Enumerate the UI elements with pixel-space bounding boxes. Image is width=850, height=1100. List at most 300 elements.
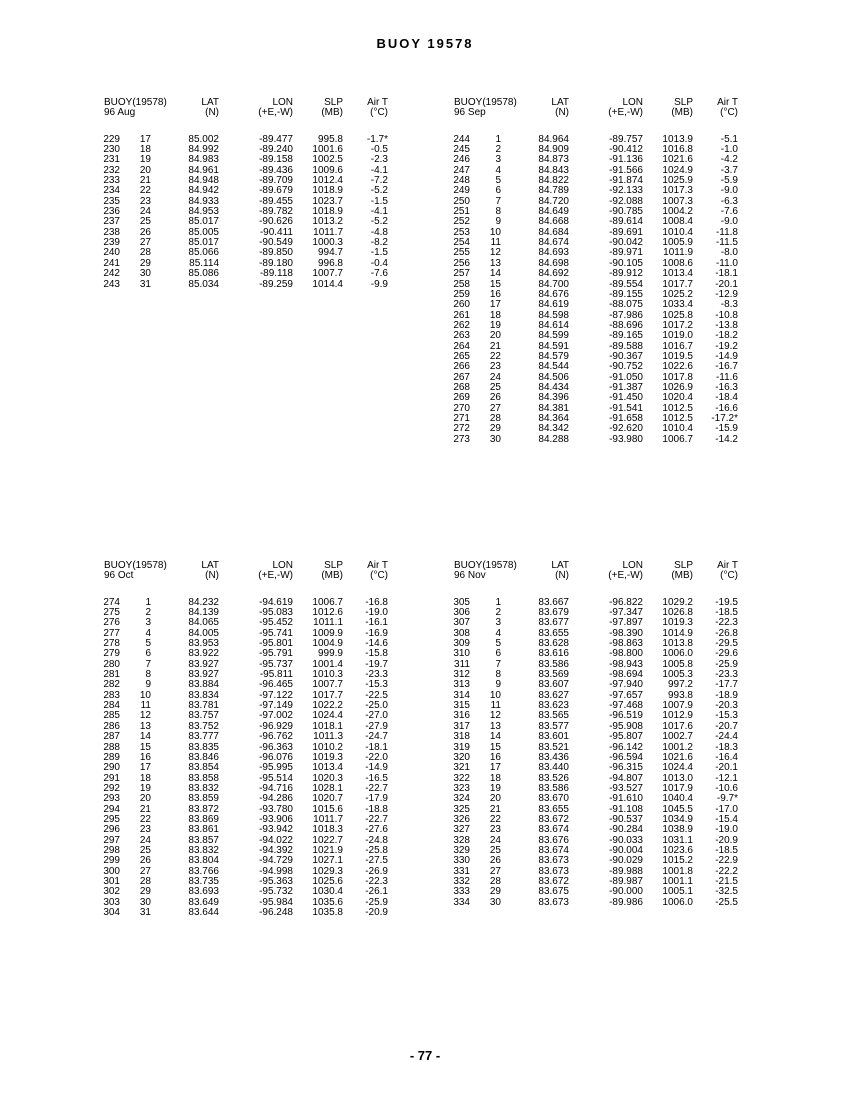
day-of-month-cell: 15 — [489, 278, 501, 290]
lat-cell: 84.720 — [538, 195, 569, 207]
table-row — [446, 649, 746, 659]
lon-cell: -91.450 — [609, 392, 643, 404]
day-of-year-cell: 311 — [454, 658, 470, 670]
lat-cell: 83.884 — [188, 679, 219, 691]
table-row — [446, 186, 746, 196]
lon-cell: -94.286 — [259, 793, 293, 805]
day-of-year-cell: 251 — [453, 206, 470, 218]
slp-cell: 1006.0 — [662, 896, 693, 908]
lon-cell: -97.122 — [259, 689, 293, 701]
lat-cell: 84.434 — [538, 381, 569, 393]
air-temp-cell: -22.2 — [715, 865, 738, 877]
day-of-year-cell: 283 — [103, 689, 120, 701]
lat-cell: 84.288 — [538, 433, 569, 445]
lat-cell: 83.858 — [188, 772, 219, 784]
air-temp-cell: -14.2 — [715, 433, 738, 445]
lat-cell: 83.670 — [538, 793, 569, 805]
day-of-month-cell: 27 — [139, 865, 151, 877]
air-temp-cell: -22.3 — [715, 617, 738, 629]
air-temp-header: Air T — [717, 97, 738, 108]
lon-unit: (+E,-W) — [258, 570, 293, 582]
day-of-month-cell: 30 — [489, 433, 501, 445]
day-of-month-cell: 25 — [139, 844, 151, 856]
lat-cell: 83.627 — [538, 689, 569, 701]
air-temp-cell: -1.7* — [366, 133, 388, 145]
table-row — [446, 898, 746, 908]
slp-cell: 1006.7 — [312, 596, 343, 608]
air-temp-cell: -4.1 — [370, 206, 388, 218]
air-temp-cell: -12.1 — [715, 772, 738, 784]
day-of-month-cell: 8 — [145, 669, 151, 681]
lat-cell: 84.674 — [538, 237, 569, 249]
lon-cell: -96.363 — [259, 741, 293, 753]
day-of-year-cell: 291 — [103, 772, 120, 784]
day-of-month-cell: 7 — [495, 658, 501, 670]
day-of-year-cell: 294 — [103, 803, 120, 815]
lon-cell: -97.002 — [259, 710, 293, 722]
slp-cell: 1018.1 — [312, 720, 343, 732]
units-header-row — [96, 108, 396, 118]
air-temp-cell: -15.3 — [365, 679, 388, 691]
air-temp-cell: -16.1 — [365, 617, 388, 629]
lat-cell: 84.506 — [538, 371, 569, 383]
lat-cell: 83.869 — [188, 813, 219, 825]
air-temp-cell: -25.9 — [715, 658, 738, 670]
air-temp-cell: -7.2 — [370, 175, 388, 187]
lat-cell: 84.953 — [188, 206, 219, 218]
lat-cell: 84.614 — [538, 319, 569, 331]
table-row — [96, 269, 396, 279]
lon-cell: -95.083 — [259, 607, 293, 619]
lon-cell: -94.392 — [259, 844, 293, 856]
lat-cell: 84.964 — [538, 133, 569, 145]
column-header-row — [446, 561, 746, 571]
lat-cell: 84.396 — [538, 392, 569, 404]
lat-cell: 83.735 — [188, 875, 219, 887]
air-temp-cell: -9.9 — [370, 278, 388, 290]
day-of-month-cell: 23 — [489, 824, 501, 836]
air-temp-cell: -25.8 — [365, 844, 388, 856]
day-of-month-cell: 19 — [489, 782, 501, 794]
lon-cell: -91.136 — [609, 154, 643, 166]
lat-cell: 83.835 — [188, 741, 219, 753]
day-of-month-cell: 21 — [139, 175, 151, 187]
air-temp-cell: -20.9 — [715, 834, 738, 846]
day-of-year-cell: 332 — [453, 875, 470, 887]
day-of-month-cell: 24 — [489, 834, 501, 846]
day-of-year-cell: 303 — [103, 896, 120, 908]
data-panel-nov — [446, 561, 746, 908]
table-row — [96, 763, 396, 773]
month-label: 96 Oct — [104, 570, 134, 582]
day-of-month-cell: 7 — [145, 658, 151, 670]
day-of-month-cell: 31 — [139, 907, 151, 918]
day-of-year-cell: 278 — [103, 638, 120, 650]
air-temp-cell: -22.7 — [365, 813, 388, 825]
day-of-month-cell: 31 — [139, 278, 151, 290]
day-of-year-cell: 243 — [103, 278, 120, 290]
day-of-month-cell: 13 — [489, 257, 501, 269]
table-row — [96, 608, 396, 618]
air-temp-cell: -18.1 — [715, 268, 738, 280]
air-temp-cell: -8.3 — [720, 299, 738, 311]
day-of-year-cell: 330 — [453, 855, 470, 867]
lat-cell: 84.789 — [538, 185, 569, 197]
lat-cell: 83.675 — [538, 886, 569, 898]
day-of-year-cell: 321 — [453, 762, 470, 774]
lon-cell: -90.752 — [609, 361, 643, 373]
lon-cell: -87.986 — [609, 309, 643, 321]
day-of-year-cell: 286 — [103, 720, 120, 732]
day-of-month-cell: 14 — [489, 731, 501, 743]
lat-cell: 83.672 — [538, 875, 569, 887]
lat-cell: 84.591 — [538, 340, 569, 352]
day-of-year-cell: 289 — [103, 751, 120, 763]
lat-cell: 83.674 — [538, 824, 569, 836]
air-temp-cell: -18.2 — [715, 330, 738, 342]
lat-cell: 85.002 — [188, 133, 219, 145]
slp-cell: 1017.2 — [662, 319, 693, 331]
table-row — [446, 155, 746, 165]
air-temp-cell: -1.5 — [370, 195, 388, 207]
slp-cell: 1021.6 — [662, 154, 693, 166]
day-of-month-cell: 17 — [489, 762, 501, 774]
day-of-month-cell: 21 — [139, 803, 151, 815]
slp-cell: 1029.3 — [312, 865, 343, 877]
lat-cell: 83.655 — [538, 627, 569, 639]
air-temp-cell: -5.9 — [720, 175, 738, 187]
lon-cell: -91.874 — [609, 175, 643, 187]
air-temp-cell: -1.5 — [370, 247, 388, 259]
air-temp-cell: -21.5 — [715, 875, 738, 887]
lon-cell: -89.588 — [609, 340, 643, 352]
units-header-row — [446, 108, 746, 118]
slp-unit: (MB) — [321, 570, 343, 582]
day-of-month-cell: 18 — [489, 772, 501, 784]
lat-cell: 84.676 — [538, 288, 569, 300]
lon-cell: -89.180 — [259, 257, 293, 269]
day-of-month-cell: 3 — [145, 617, 151, 629]
lon-cell: -89.436 — [259, 164, 293, 176]
lat-cell: 83.655 — [538, 803, 569, 815]
slp-cell: 1014.4 — [312, 278, 343, 290]
air-temp-unit: (°C) — [720, 570, 738, 582]
table-row — [446, 176, 746, 186]
day-of-month-cell: 16 — [489, 288, 501, 300]
slp-cell: 1020.3 — [312, 772, 343, 784]
air-temp-cell: -8.0 — [720, 247, 738, 259]
air-temp-cell: -14.9 — [715, 350, 738, 362]
slp-cell: 1010.2 — [312, 741, 343, 753]
air-temp-cell: -20.1 — [715, 278, 738, 290]
day-of-month-cell: 24 — [489, 371, 501, 383]
lat-cell: 84.873 — [538, 154, 569, 166]
day-of-month-cell: 10 — [489, 226, 501, 238]
column-header-row — [446, 98, 746, 108]
lon-cell: -90.004 — [609, 844, 643, 856]
slp-cell: 1013.9 — [662, 133, 693, 145]
slp-cell: 999.9 — [317, 648, 343, 660]
lat-unit: (N) — [205, 570, 219, 582]
slp-cell: 1045.5 — [662, 803, 693, 815]
day-of-month-cell: 17 — [489, 299, 501, 311]
day-of-month-cell: 4 — [495, 627, 501, 639]
day-of-month-cell: 8 — [495, 206, 501, 218]
air-temp-cell: -6.3 — [720, 195, 738, 207]
slp-cell: 1009.6 — [312, 164, 343, 176]
air-temp-cell: -16.7 — [715, 361, 738, 373]
slp-cell: 1013.4 — [662, 268, 693, 280]
slp-cell: 1025.6 — [312, 875, 343, 887]
day-of-year-cell: 275 — [103, 607, 120, 619]
lat-cell: 83.607 — [538, 679, 569, 691]
air-temp-cell: -15.9 — [715, 423, 738, 435]
air-temp-unit: (°C) — [720, 107, 738, 119]
buoy-label: BUOY(19578) — [104, 560, 167, 571]
lon-cell: -90.029 — [609, 855, 643, 867]
page-number: - 77 - — [409, 1048, 441, 1063]
lat-cell: 83.672 — [538, 813, 569, 825]
table-row — [96, 670, 396, 680]
slp-cell: 1001.1 — [662, 875, 693, 887]
table-row — [446, 639, 746, 649]
lon-cell: -89.988 — [609, 865, 643, 877]
day-of-year-cell: 319 — [453, 741, 470, 753]
slp-cell: 1035.6 — [312, 896, 343, 908]
air-temp-cell: -16.4 — [715, 751, 738, 763]
lat-cell: 83.628 — [538, 638, 569, 650]
air-temp-cell: -24.8 — [365, 834, 388, 846]
slp-cell: 1022.2 — [312, 700, 343, 712]
day-of-month-cell: 22 — [489, 350, 501, 362]
air-temp-cell: -19.2 — [715, 340, 738, 352]
air-temp-unit: (°C) — [370, 107, 388, 119]
slp-cell: 1011.1 — [313, 617, 343, 629]
lat-cell: 84.942 — [188, 185, 219, 197]
slp-cell: 1017.9 — [662, 782, 693, 794]
air-temp-cell: -17.0 — [715, 803, 738, 815]
slp-cell: 1024.9 — [662, 164, 693, 176]
day-of-month-cell: 23 — [139, 195, 151, 207]
day-of-month-cell: 30 — [489, 896, 501, 908]
air-temp-cell: -22.7 — [365, 782, 388, 794]
lat-cell: 83.616 — [538, 648, 569, 660]
slp-cell: 1020.4 — [662, 392, 693, 404]
slp-cell: 1013.0 — [662, 772, 693, 784]
day-of-year-cell: 247 — [453, 164, 470, 176]
air-temp-cell: -20.3 — [715, 700, 738, 712]
day-of-year-cell: 238 — [103, 226, 120, 238]
day-of-year-cell: 270 — [453, 402, 470, 414]
air-temp-cell: -22.5 — [365, 689, 388, 701]
lat-cell: 83.676 — [538, 834, 569, 846]
lat-cell: 84.948 — [188, 175, 219, 187]
slp-header: SLP — [674, 97, 693, 108]
day-of-month-cell: 20 — [489, 330, 501, 342]
slp-cell: 1028.1 — [312, 782, 343, 794]
air-temp-cell: -11.8 — [715, 226, 738, 238]
lon-cell: -91.566 — [609, 164, 643, 176]
lon-cell: -95.984 — [259, 896, 293, 908]
slp-cell: 1007.9 — [662, 700, 693, 712]
table-row — [96, 598, 396, 608]
day-of-month-cell: 4 — [495, 164, 501, 176]
day-of-year-cell: 276 — [103, 617, 120, 629]
day-of-year-cell: 280 — [103, 658, 120, 670]
air-temp-cell: -20.9 — [365, 907, 388, 918]
lat-cell: 84.909 — [538, 144, 569, 156]
day-of-month-cell: 14 — [489, 268, 501, 280]
day-of-year-cell: 235 — [103, 195, 120, 207]
month-label: 96 Nov — [454, 570, 486, 582]
data-panel-sep — [446, 98, 746, 445]
day-of-year-cell: 258 — [453, 278, 470, 290]
day-of-year-cell: 292 — [103, 782, 120, 794]
slp-cell: 1007.7 — [312, 268, 343, 280]
table-body — [446, 135, 746, 445]
lat-cell: 83.569 — [538, 669, 569, 681]
day-of-month-cell: 12 — [139, 710, 151, 722]
day-of-year-cell: 301 — [103, 875, 120, 887]
slp-cell: 1019.3 — [312, 751, 343, 763]
lon-cell: -94.619 — [259, 596, 293, 608]
day-of-month-cell: 27 — [489, 865, 501, 877]
lon-cell: -97.468 — [609, 700, 643, 712]
lon-cell: -89.971 — [609, 247, 643, 259]
day-of-month-cell: 1 — [495, 596, 501, 608]
lat-cell: 84.139 — [188, 607, 219, 619]
slp-header: SLP — [324, 97, 343, 108]
lat-cell: 84.992 — [188, 144, 219, 156]
day-of-year-cell: 260 — [453, 299, 470, 311]
column-header-row — [96, 98, 396, 108]
lat-cell: 83.679 — [538, 607, 569, 619]
lon-cell: -90.042 — [609, 237, 643, 249]
slp-cell: 996.8 — [317, 257, 343, 269]
slp-cell: 1034.9 — [662, 813, 693, 825]
table-row — [446, 598, 746, 608]
slp-cell: 1005.8 — [662, 658, 693, 670]
lon-cell: -90.626 — [259, 216, 293, 228]
air-temp-cell: -12.9 — [715, 288, 738, 300]
air-temp-cell: -24.7 — [365, 731, 388, 743]
lon-cell: -95.732 — [259, 886, 293, 898]
air-temp-cell: -4.8 — [370, 226, 388, 238]
day-of-year-cell: 248 — [453, 175, 470, 187]
air-temp-cell: -3.7 — [720, 164, 738, 176]
lon-header: LON — [622, 97, 643, 108]
day-of-month-cell: 18 — [139, 144, 151, 156]
lat-cell: 83.927 — [188, 658, 219, 670]
day-of-year-cell: 273 — [453, 433, 470, 445]
lon-cell: -96.076 — [259, 751, 293, 763]
slp-cell: 1022.6 — [662, 361, 693, 373]
day-of-year-cell: 259 — [453, 288, 470, 300]
lon-cell: -96.762 — [259, 731, 293, 743]
lon-cell: -94.998 — [259, 865, 293, 877]
lat-cell: 83.565 — [538, 710, 569, 722]
day-of-month-cell: 29 — [139, 886, 151, 898]
air-temp-cell: -27.0 — [365, 710, 388, 722]
lat-cell: 83.693 — [188, 886, 219, 898]
lat-header: LAT — [551, 97, 569, 108]
lon-cell: -89.679 — [259, 185, 293, 197]
air-temp-cell: -18.5 — [715, 844, 738, 856]
slp-cell: 1000.3 — [312, 237, 343, 249]
buoy-label: BUOY(19578) — [454, 97, 517, 108]
slp-cell: 1040.4 — [662, 793, 693, 805]
day-of-year-cell: 282 — [103, 679, 120, 691]
air-temp-cell: -11.6 — [715, 371, 738, 383]
air-temp-cell: -19.0 — [365, 607, 388, 619]
day-of-year-cell: 267 — [453, 371, 470, 383]
day-of-month-cell: 16 — [489, 751, 501, 763]
day-of-month-cell: 13 — [139, 720, 151, 732]
day-of-month-cell: 17 — [139, 762, 151, 774]
lat-cell: 84.579 — [538, 350, 569, 362]
slp-cell: 1001.8 — [662, 865, 693, 877]
day-of-month-cell: 15 — [489, 741, 501, 753]
day-of-month-cell: 6 — [495, 185, 501, 197]
lat-cell: 83.586 — [538, 782, 569, 794]
lat-cell: 83.757 — [188, 710, 219, 722]
day-of-month-cell: 5 — [495, 175, 501, 187]
slp-cell: 1009.9 — [312, 627, 343, 639]
lon-cell: -98.800 — [609, 648, 643, 660]
lon-cell: -89.757 — [609, 133, 643, 145]
slp-cell: 1023.6 — [662, 844, 693, 856]
lon-cell: -98.863 — [609, 638, 643, 650]
lon-header: LON — [272, 97, 293, 108]
day-of-year-cell: 245 — [453, 144, 470, 156]
lon-cell: -90.033 — [609, 834, 643, 846]
lat-cell: 83.673 — [538, 865, 569, 877]
air-temp-cell: -5.1 — [720, 133, 738, 145]
air-temp-cell: -1.0 — [720, 144, 738, 156]
table-row — [446, 145, 746, 155]
day-of-month-cell: 24 — [139, 206, 151, 218]
day-of-year-cell: 271 — [453, 412, 470, 424]
lat-cell: 84.005 — [188, 627, 219, 639]
air-temp-cell: -0.4 — [370, 257, 388, 269]
day-of-year-cell: 253 — [453, 226, 470, 238]
day-of-year-cell: 234 — [103, 185, 120, 197]
table-row — [96, 660, 396, 670]
air-temp-cell: -9.7* — [716, 793, 738, 805]
slp-cell: 1012.4 — [312, 175, 343, 187]
slp-cell: 1024.4 — [662, 762, 693, 774]
day-of-month-cell: 30 — [139, 896, 151, 908]
day-of-year-cell: 232 — [103, 164, 120, 176]
day-of-month-cell: 28 — [489, 412, 501, 424]
day-of-month-cell: 17 — [139, 133, 151, 145]
day-of-month-cell: 9 — [495, 679, 501, 691]
lat-cell: 83.752 — [188, 720, 219, 732]
lon-cell: -89.165 — [609, 330, 643, 342]
lon-cell: -92.088 — [609, 195, 643, 207]
day-of-year-cell: 288 — [103, 741, 120, 753]
day-of-year-cell: 324 — [453, 793, 470, 805]
air-temp-unit: (°C) — [370, 570, 388, 582]
slp-cell: 1011.7 — [313, 813, 343, 825]
day-of-year-cell: 256 — [453, 257, 470, 269]
slp-cell: 1033.4 — [662, 299, 693, 311]
slp-cell: 1008.4 — [662, 216, 693, 228]
slp-cell: 1007.7 — [312, 679, 343, 691]
day-of-year-cell: 306 — [453, 607, 470, 619]
day-of-month-cell: 16 — [139, 751, 151, 763]
lat-unit: (N) — [555, 107, 569, 119]
